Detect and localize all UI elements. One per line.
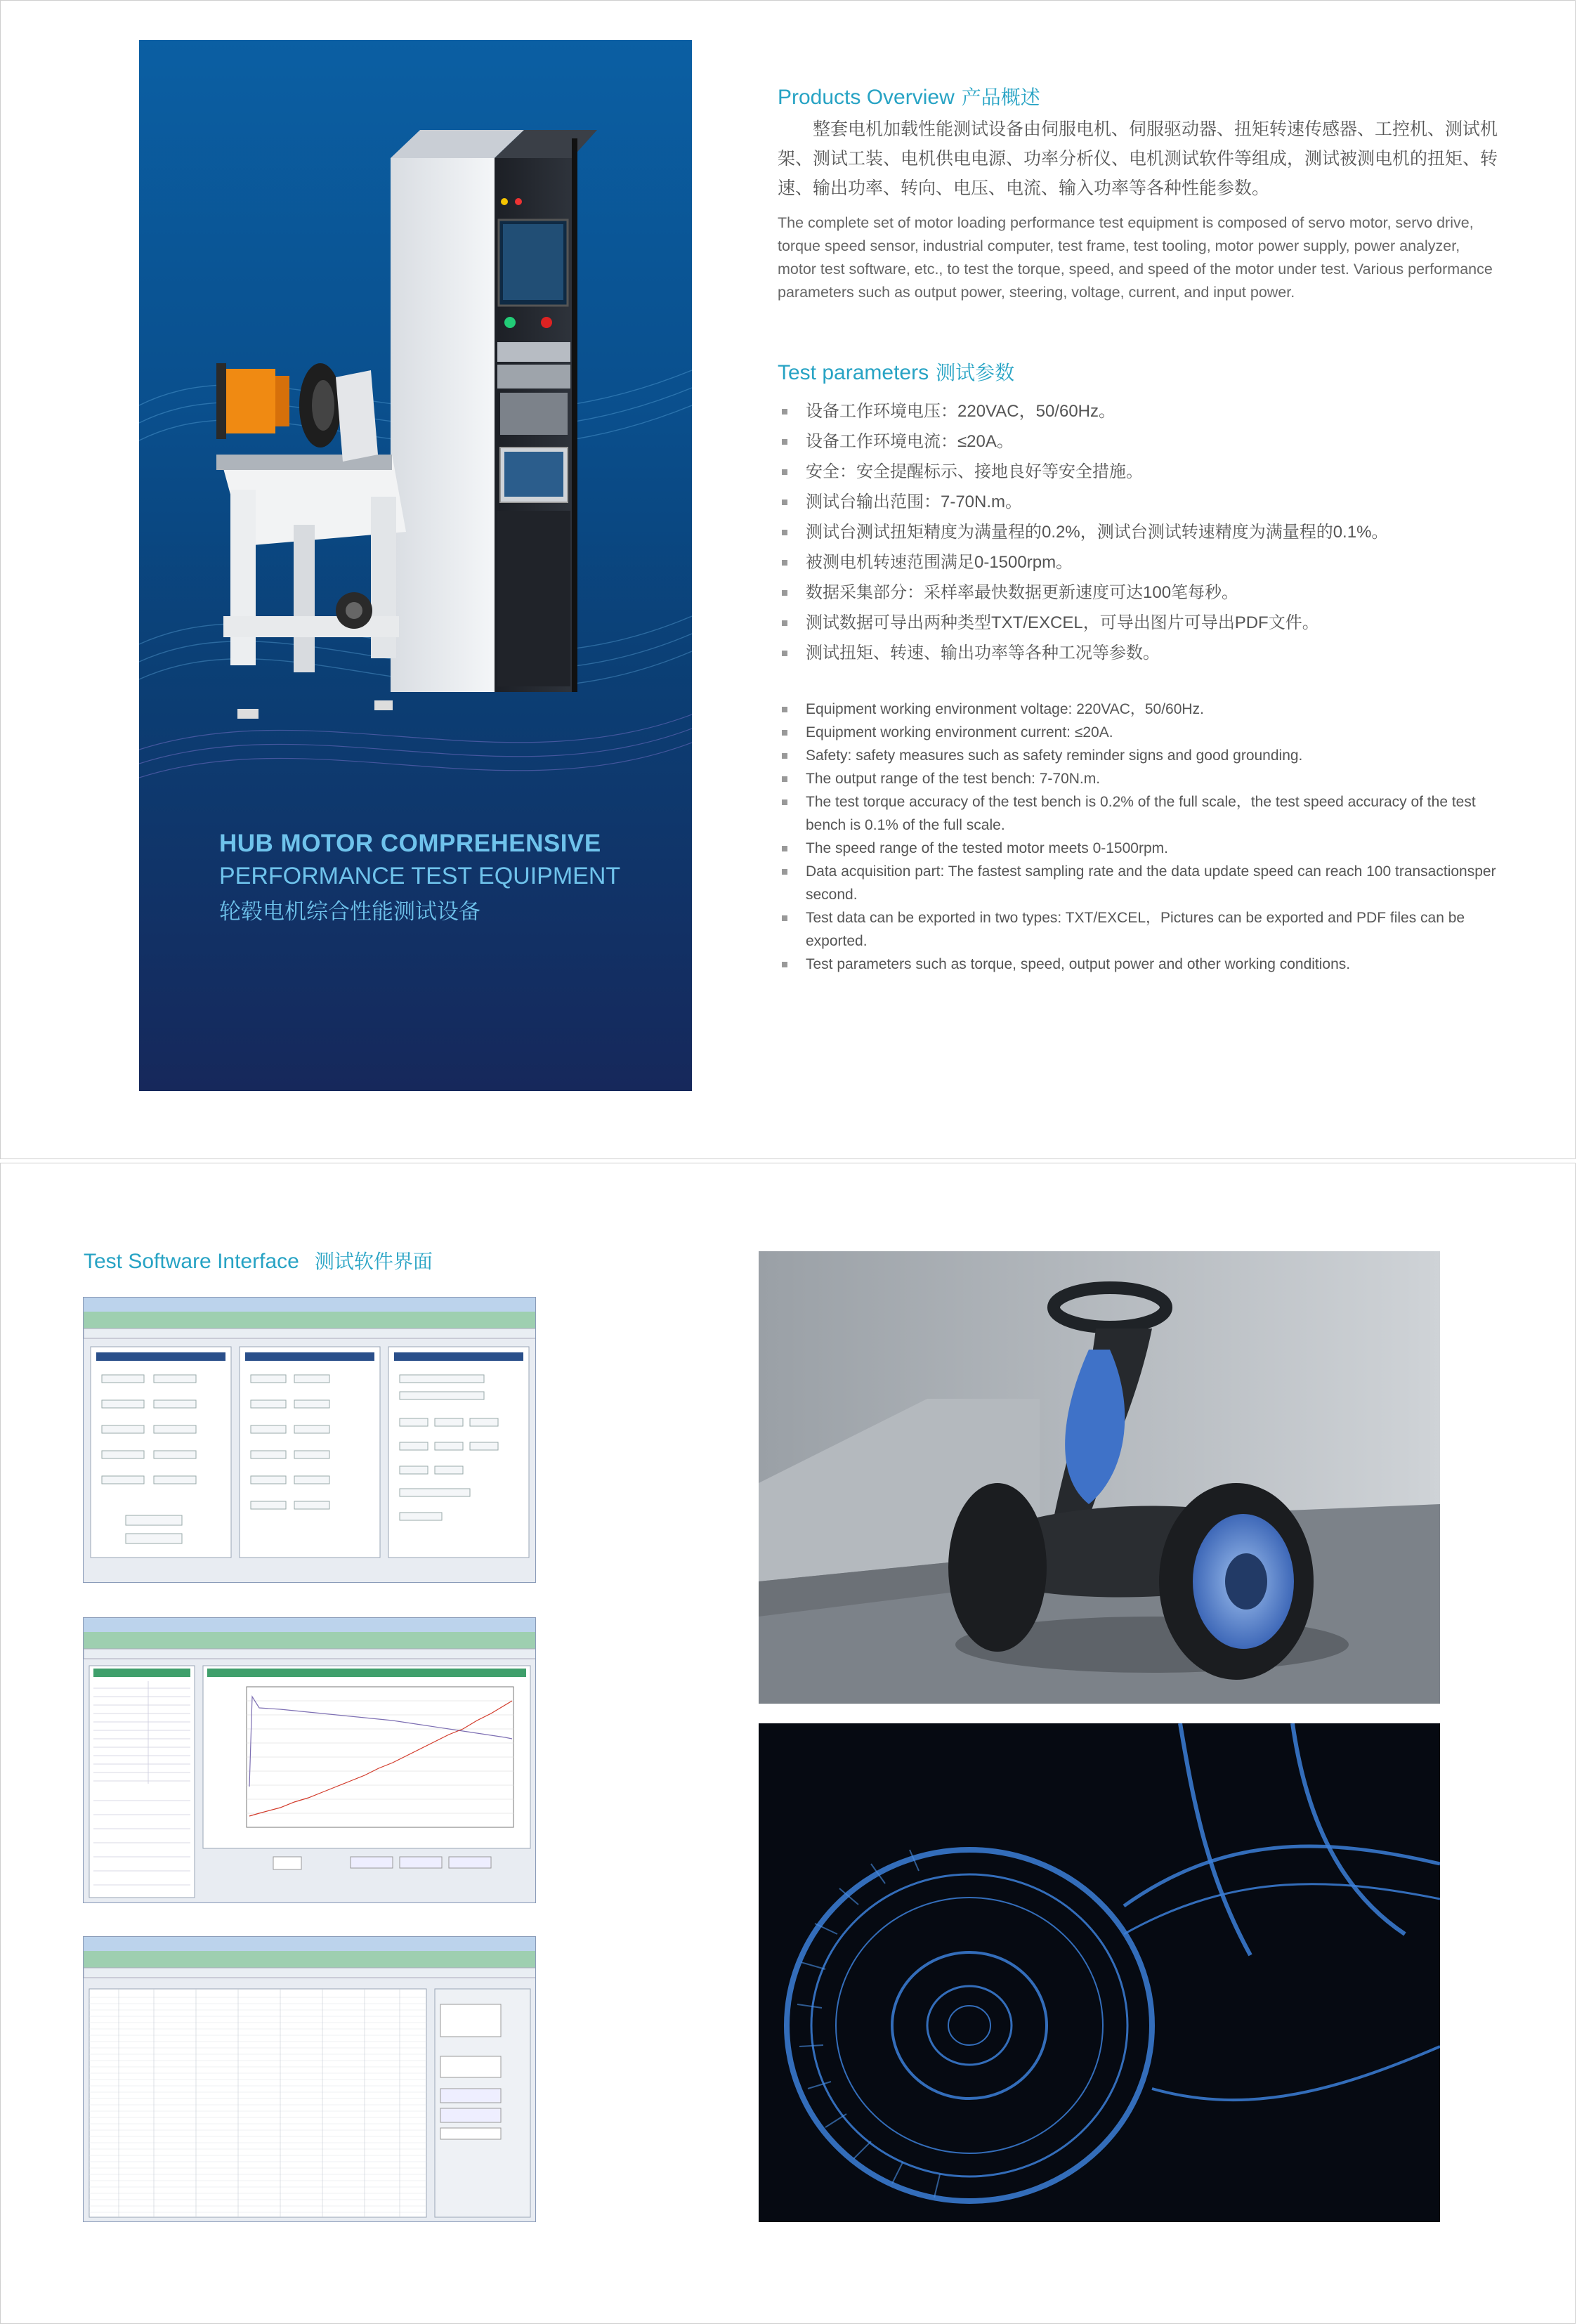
- parameter-item-cn: 安全：安全提醒标示、接地良好等安全措施。: [778, 457, 1501, 487]
- software-heading: [84, 1246, 433, 1274]
- scooter-render-illustration: [759, 1251, 1440, 1704]
- parameters-heading: [778, 358, 1014, 386]
- parameter-item-en: Data acquisition part: The fastest sampling rate and the data update speed can reach 100 transactionsper second.: [778, 860, 1501, 906]
- parameter-item-cn: 测试扭矩、转速、输出功率等各种工况等参数。: [778, 638, 1501, 668]
- parameters-list-cn: [778, 396, 1501, 668]
- software-screenshot-settings: [83, 1297, 536, 1583]
- parameter-item-cn: 测试台输出范围：7-70N.m。: [778, 487, 1501, 517]
- chart-screen-illustration: [84, 1618, 536, 1903]
- parameters-list-en: [778, 698, 1501, 976]
- parameter-item-en: Test parameters such as torque, speed, output power and other working conditions.: [778, 953, 1501, 976]
- parameter-item-en: The test torque accuracy of the test bench is 0.2% of the full scale，the test speed accuracy of the test bench is 0.1% of the full scale.: [778, 790, 1501, 837]
- overview-heading-cn: 产品概述: [961, 86, 1040, 108]
- parameter-item-en: The output range of the test bench: 7-70N.m.: [778, 767, 1501, 790]
- parameter-item-cn: 数据采集部分：采样率最快数据更新速度可达100笔每秒。: [778, 577, 1501, 608]
- parameters-heading-cn: 测试参数: [936, 362, 1015, 384]
- software-heading-en: Test Software Interface: [84, 1250, 299, 1273]
- poster-title-line-1: HUB MOTOR COMPREHENSIVE: [219, 830, 601, 857]
- software-heading-cn: 测试软件界面: [314, 1251, 433, 1272]
- table-screen-illustration: [84, 1937, 536, 2222]
- parameter-item-cn: 被测电机转速范围满足0-1500rpm。: [778, 547, 1501, 577]
- test-equipment-illustration: [139, 40, 692, 1091]
- overview-paragraph-cn: 整套电机加载性能测试设备由伺服电机、伺服驱动器、扭矩转速传感器、工控机、测试机架、测试工装、电机供电电源、功率分析仪、电机测试软件等组成，测试被测电机的扭矩、转速、输出功率、转向、电压、电流、输入功率等各种性能参数。: [778, 119, 1498, 198]
- overview-heading: [778, 82, 1040, 110]
- wheel-xray-render: [759, 1723, 1440, 2222]
- poster-title-line-2: PERFORMANCE TEST EQUIPMENT: [219, 863, 621, 889]
- product-poster: [139, 40, 692, 1091]
- overview-paragraph-en: The complete set of motor loading performance test equipment is composed of servo motor, servo drive, torque speed sensor, industrial computer, test frame, test tooling, motor power supply, power analyzer, motor test software, etc., to test the torque, speed, and speed of the motor under test. Various performance parameters such as output power, steering, voltage, current, and input power.: [778, 214, 1493, 301]
- brochure-page-1: [0, 0, 1576, 1159]
- parameter-item-cn: 测试台测试扭矩精度为满量程的0.2%，测试台测试转速精度为满量程的0.1%。: [778, 517, 1501, 547]
- parameter-item-en: The speed range of the tested motor meets 0-1500rpm.: [778, 837, 1501, 860]
- software-screenshot-chart: [83, 1617, 536, 1903]
- settings-screen-illustration: [84, 1298, 536, 1583]
- parameter-item-en: Equipment working environment current: ≤20A.: [778, 721, 1501, 744]
- parameter-item-en: Safety: safety measures such as safety reminder signs and good grounding.: [778, 744, 1501, 767]
- parameters-heading-en: Test parameters: [778, 361, 929, 384]
- balance-scooter-photo: [759, 1251, 1440, 1704]
- poster-title-line-3: 轮毂电机综合性能测试设备: [219, 899, 480, 924]
- parameter-item-cn: 设备工作环境电压：220VAC，50/60Hz。: [778, 396, 1501, 426]
- overview-heading-en: Products Overview: [778, 86, 955, 109]
- parameter-item-en: Equipment working environment voltage: 220VAC，50/60Hz.: [778, 698, 1501, 721]
- brochure-page-2: [0, 1163, 1576, 2324]
- parameter-item-cn: 设备工作环境电流：≤20A。: [778, 426, 1501, 457]
- xray-wheel-illustration: [759, 1723, 1440, 2222]
- parameter-item-en: Test data can be exported in two types: TXT/EXCEL，Pictures can be exported and PDF files can be exported.: [778, 906, 1501, 953]
- parameter-item-cn: 测试数据可导出两种类型TXT/EXCEL，可导出图片可导出PDF文件。: [778, 608, 1501, 638]
- software-screenshot-table: [83, 1936, 536, 2222]
